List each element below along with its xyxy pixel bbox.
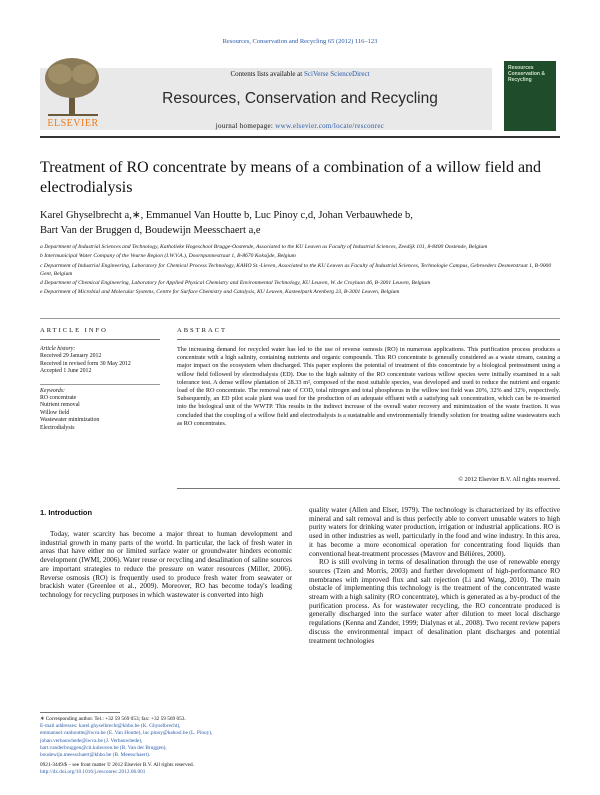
running-head[interactable]: Resources, Conservation and Recycling 65 (2012) 116–123 [222, 38, 378, 45]
footnote-email[interactable]: E-mail addresses: karel.ghyselbrecht@khbo.be (K. Ghyselbrecht), [40, 723, 181, 730]
received-date: Received 29 January 2012 [40, 353, 102, 360]
copyright-notice: © 2012 Elsevier B.V. All rights reserved. [458, 476, 560, 483]
footnotes [40, 716, 292, 759]
journal-name: Resources, Conservation and Recycling [162, 90, 438, 107]
elsevier-logo [40, 52, 106, 132]
intro-left-column [40, 530, 292, 600]
front-matter-info [40, 762, 292, 776]
footnote-email[interactable]: emmanuel.vanhoutte@iwva.be (E. Van Houtte), luc.pinoy@kahosl.be (L. Pinoy), [40, 730, 213, 737]
abstract-text: The increasing demand for recycled water has led to the use of reverse osmosis (RO) in numerous applications. This purification process produces a concentrate with a high salinity, containing nutrients and organic compounds. This RO concentrate is generally considered as a waste stream, causing a major impact on the ecosystem when discharged. This paper explores the potential of treatment of this concentrate by a biological pretreatment using a willow field followed by electrodialysis (ED). Due to the high salinity of the RO concentrate various willow species were initially examined in a salt tolerance test. A dense willow plantation of 28.33 m², composed of the most suitable species, was developed and used to reduce the nutrient and organic load of the RO concentrate. The removal rate of COD, total nitrogen and total phosphorus in the willow test field was 20%, 32% and 32%, respectively. Subsequently, an ED pilot scale plant was used for the production of an adequate effluent with a satisfying salt concentration, which can be re-inserted into the biological unit of the WWTP. This results in the indirect increase of the overall water recovery and minimization of the waste fraction. It was concluded that the coupling of a willow field and electrodialysis is a sustainable and environmentally friendly solution for treating saline wastewaters such as RO concentrates. [177, 346, 561, 427]
section-heading-introduction: 1. Introduction [40, 508, 93, 517]
contents-prefix: Contents lists available at [230, 70, 303, 78]
keyword: RO concentrate [40, 395, 77, 402]
accepted-date: Accepted 1 June 2012 [40, 368, 92, 375]
footnote-corresponding: ∗ Corresponding author. Tel.: +32 59 569 053; fax: +32 59 569 053. [40, 716, 186, 722]
contents-availability [150, 70, 450, 78]
article-info-heading: ARTICLE INFO [40, 327, 108, 334]
footnote-rule [40, 712, 120, 713]
paragraph: Today, water scarcity has become a major threat to human development and industrial growth in many parts of the world. In particular, the lack of fresh water in areas that have either no or limited surface water or groundwater hinders economic development (IWMI, 2006). Water reuse or recycling and desalination of saline sources are important strategies to reduce the pressure on water resources (Miller, 2006). Reverse osmosis (RO) is frequently used to produce fresh water from seawater or brackish water (Greenlee et al., 2009). Moreover, RO has become today's leading technology for recycling purposes in which wastewater is converted into high [40, 530, 292, 599]
homepage-link[interactable]: www.elsevier.com/locate/resconrec [275, 122, 385, 130]
history-label: Article history: [40, 346, 76, 352]
keyword: Wastewater minimization [40, 417, 100, 424]
affiliation-a: a Department of Industrial Sciences and Technology, Katholieke Hogeschool Brugge-Oostende, Associated to the KU Leuven as Faculty of Industrial Sciences, Zeedijk 101, 8-8400 Oostende, Belgium [40, 244, 488, 250]
abstract-rule [177, 339, 560, 340]
affiliation-e: e Department of Microbial and Molecular Systems, Centre for Surface Chemistry and Catalysis, KU Leuven, Kasteelpark Arenberg 23, B-3001 Leuven, Belgium [40, 289, 400, 296]
abstract-bottom-rule [177, 488, 560, 489]
keyword: Nutrient removal [40, 402, 80, 409]
affil-divider [40, 318, 560, 319]
journal-cover [504, 61, 556, 131]
affiliation-c: c Department of Industrial Engineering, Laboratory for Chemical Process Technology, KAHO St.-Lieven, Associated to the KU Leuven as Faculty of Industrial Sciences, Technologie Campus, Gebroeders Desmetstraat 1, B-9000 Gent, Belgium [40, 262, 552, 277]
keyword: Willow field [40, 409, 70, 416]
article-title: Treatment of RO concentrate by means of a combination of a willow field and electrodialysis [40, 159, 542, 196]
issn-line: 0921-3449/$ – see front matter © 2012 Elsevier B.V. All rights reserved. [40, 762, 194, 768]
footnote-email[interactable]: boudewijn.meesschaert@khbo.be (B. Meesschaert). [40, 752, 151, 759]
publisher-name: ELSEVIER [47, 118, 99, 129]
affiliation-b: b Intermunicipal Water Company of the Veurne Region (I.W.V.A.), Doornpannestraat 1, B-8670 Koksijde, Belgium [40, 253, 296, 260]
header-divider [40, 136, 560, 138]
affiliation-d: d Department of Chemical Engineering, Laboratory for Applied Physical Chemistry and Environmental Technology, KU Leuven, W. de Croylaan 46, B-3001 Leuven, Belgium [40, 280, 431, 287]
abstract-heading: ABSTRACT [177, 327, 227, 334]
footnote-email[interactable]: bart.vanderbruggen@cit.kuleuven.be (B. Van der Bruggen), [40, 744, 167, 751]
homepage-label: journal homepage: [215, 122, 274, 130]
doi-link[interactable]: http://dx.doi.org/10.1016/j.resconrec.2012.06.001 [40, 769, 146, 776]
authors-line-2: Bart Van der Bruggen d, Boudewijn Meesschaert a,e [40, 225, 261, 236]
sciencedirect-link[interactable]: SciVerse ScienceDirect [304, 70, 370, 78]
keywords-rule [40, 384, 160, 385]
affiliations [40, 243, 560, 298]
footnote-email[interactable]: johan.verbauwhede@iwva.be (J. Verbauwhede), [40, 737, 143, 744]
paragraph: RO is still evolving in terms of desalination through the use of renewable energy sources (Tzen and Morris, 2003) and further development of high-performance RO membranes with improved flux and salt rejection (Li and Wang, 2010). The main obstacle of implementing this technology is the treatment of the concentrated waste stream with a high salinity (RO concentrate), which is generated as a by-product of the purification process. As for wastewater recycling, the RO concentrate produced is generally discharged into the surface water after dilution to meet local discharge regulations (Kenna and Zander, 1999; Dialynas et al., 2008). Two recent review papers discuss the environmental impact of desalination plant discharges and potential treatment technologies [309, 558, 560, 645]
revised-date: Received in revised form 30 May 2012 [40, 360, 131, 367]
article-info [40, 346, 160, 432]
authors-line-1: Karel Ghyselbrecht a,∗, Emmanuel Van Houtte b, Luc Pinoy c,d, Johan Verbauwhede b, [40, 210, 413, 221]
intro-right-column [309, 506, 560, 645]
paragraph: quality water (Allen and Elser, 1979). The technology is characterized by its effective mineral and salt removal and is thus perfectly able to convert unusable waters to high purity waters for drinking water production, irrigation or industrial applications. RO is used in other industries as well, particularly in the food and wine industry. In this area, it has become a more economical operation for concentrating food liquids than conventional heat-treatment processes (Mavrov and Bélières, 2000). [309, 506, 560, 558]
keywords-label: Keywords: [40, 387, 65, 394]
journal-homepage [150, 122, 450, 130]
cover-title: Resources Conservation & Recycling [508, 65, 545, 83]
author-list [40, 208, 560, 238]
keyword: Electrodialysis [40, 424, 75, 431]
article-info-rule [40, 339, 160, 340]
